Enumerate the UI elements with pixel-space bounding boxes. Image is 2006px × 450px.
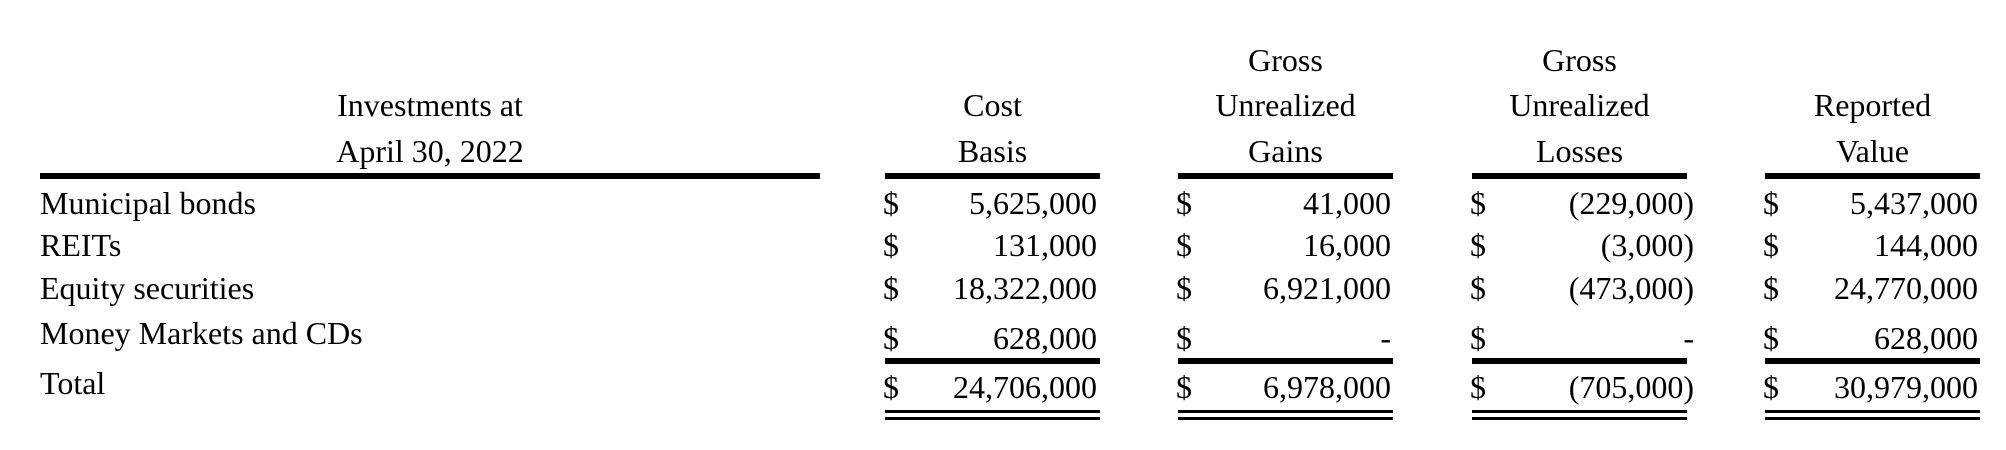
header-gains-line-3: Gains xyxy=(1248,133,1323,169)
currency-symbol: $ xyxy=(1176,320,1192,356)
header-label-line-1: Investments at xyxy=(337,87,523,123)
currency-symbol: $ xyxy=(883,185,899,221)
currency-symbol: $ xyxy=(1763,369,1779,405)
currency-symbol: $ xyxy=(1176,270,1192,306)
header-cost-basis-line-3: Basis xyxy=(957,133,1028,169)
row-label: Municipal bonds xyxy=(40,185,256,221)
header-losses-line-1: Gross xyxy=(1542,42,1617,78)
total-cost-basis: 24,706,000 xyxy=(953,369,1097,405)
currency-symbol: $ xyxy=(883,320,899,356)
currency-symbol: $ xyxy=(1176,227,1192,263)
cell-cost-basis: 628,000 xyxy=(993,320,1097,356)
header-losses-line-2: Unrealized xyxy=(1509,87,1650,123)
cell-unrealized-losses: (3,000) xyxy=(1600,227,1694,263)
header-underline-gains xyxy=(1178,173,1393,179)
header-reported-line-3: Value xyxy=(1836,133,1909,169)
header-label-line-2: April 30, 2022 xyxy=(336,133,524,169)
cell-unrealized-losses: - xyxy=(1683,320,1694,356)
total-unrealized-gains: 6,978,000 xyxy=(1263,369,1391,405)
cell-reported-value: 24,770,000 xyxy=(1834,270,1978,306)
row-label: Equity securities xyxy=(40,270,255,306)
currency-symbol: $ xyxy=(1176,185,1192,221)
cell-cost-basis: 18,322,000 xyxy=(953,270,1097,306)
cell-reported-value: 628,000 xyxy=(1874,320,1978,356)
header-gains-line-2: Unrealized xyxy=(1215,87,1356,123)
row-label: REITs xyxy=(40,227,122,263)
total-double-rule-cost-top xyxy=(885,410,1100,413)
currency-symbol: $ xyxy=(1763,185,1779,221)
cell-unrealized-gains: - xyxy=(1380,320,1391,356)
header-underline-losses xyxy=(1472,173,1687,179)
currency-symbol: $ xyxy=(1176,369,1192,405)
currency-symbol: $ xyxy=(883,369,899,405)
cell-reported-value: 5,437,000 xyxy=(1850,185,1978,221)
cell-unrealized-losses: (229,000) xyxy=(1568,185,1694,221)
header-underline-reported xyxy=(1765,173,1980,179)
header-cost-basis-line-2: Cost xyxy=(963,87,1022,123)
header-underline-cost xyxy=(885,173,1100,179)
currency-symbol: $ xyxy=(1470,227,1486,263)
subtotal-rule-losses xyxy=(1472,358,1687,364)
subtotal-rule-reported xyxy=(1765,358,1980,364)
currency-symbol: $ xyxy=(1763,270,1779,306)
cell-cost-basis: 131,000 xyxy=(993,227,1097,263)
total-unrealized-losses: (705,000) xyxy=(1568,369,1694,405)
total-label: Total xyxy=(40,365,106,401)
total-double-rule-reported-bottom xyxy=(1765,417,1980,420)
row-label: Money Markets and CDs xyxy=(40,315,363,351)
currency-symbol: $ xyxy=(1470,369,1486,405)
header-losses-line-3: Losses xyxy=(1535,133,1624,169)
cell-unrealized-gains: 41,000 xyxy=(1303,185,1391,221)
subtotal-rule-cost xyxy=(885,358,1100,364)
currency-symbol: $ xyxy=(1763,320,1779,356)
cell-unrealized-gains: 16,000 xyxy=(1303,227,1391,263)
currency-symbol: $ xyxy=(883,227,899,263)
currency-symbol: $ xyxy=(1470,270,1486,306)
cell-cost-basis: 5,625,000 xyxy=(969,185,1097,221)
currency-symbol: $ xyxy=(883,270,899,306)
header-gains-line-1: Gross xyxy=(1248,42,1323,78)
subtotal-rule-gains xyxy=(1178,358,1393,364)
currency-symbol: $ xyxy=(1470,185,1486,221)
total-double-rule-gains-top xyxy=(1178,410,1393,413)
total-double-rule-losses-bottom xyxy=(1472,417,1687,420)
header-reported-line-2: Reported xyxy=(1813,87,1932,123)
cell-unrealized-losses: (473,000) xyxy=(1568,270,1694,306)
currency-symbol: $ xyxy=(1470,320,1486,356)
total-double-rule-losses-top xyxy=(1472,410,1687,413)
total-double-rule-cost-bottom xyxy=(885,417,1100,420)
total-double-rule-gains-bottom xyxy=(1178,417,1393,420)
total-double-rule-reported-top xyxy=(1765,410,1980,413)
header-underline-label xyxy=(40,173,820,179)
currency-symbol: $ xyxy=(1763,227,1779,263)
cell-reported-value: 144,000 xyxy=(1874,227,1978,263)
cell-unrealized-gains: 6,921,000 xyxy=(1263,270,1391,306)
total-reported-value: 30,979,000 xyxy=(1834,369,1978,405)
